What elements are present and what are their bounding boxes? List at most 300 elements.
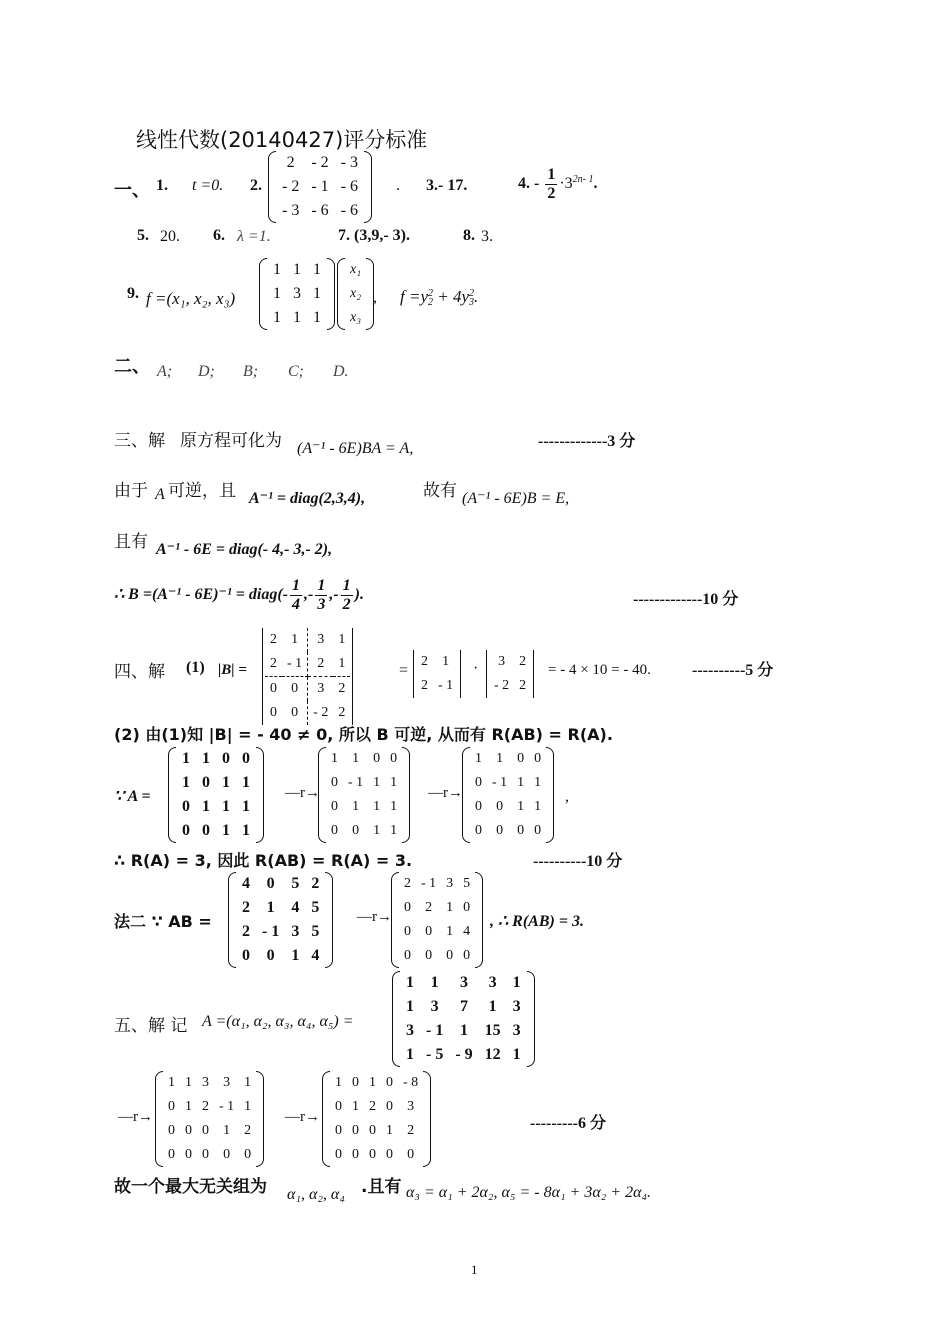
part4-alt-label: 法二 ∵ AB = <box>114 912 212 931</box>
p5-A-matrix-cell: 7 <box>459 998 468 1015</box>
A-matrix-cell: 1 <box>222 774 230 791</box>
AB-matrix-cell: 5 <box>291 875 300 892</box>
p5-step1-cell: 1 <box>244 1099 252 1114</box>
AB-step-cell: 5 <box>463 876 471 891</box>
A-step1-cell: 1 <box>373 799 381 814</box>
q2-matrix-cell: 2 <box>286 154 295 171</box>
q2-matrix-row <box>276 175 364 199</box>
p5-step2-cell: 0 <box>352 1147 359 1162</box>
part2-answer-3: B; <box>243 363 259 380</box>
p5-step1-row <box>163 1119 256 1143</box>
AB-step-cell: 0 <box>425 948 433 963</box>
page-number: 1 <box>471 1262 478 1277</box>
block-determinant-cell: 1 <box>333 652 350 677</box>
A-step2-cell: 1 <box>534 775 542 790</box>
det-a-cell: 1 <box>442 654 450 669</box>
A-step1-cell: 1 <box>373 775 381 790</box>
AB-step-cell: 0 <box>463 900 471 915</box>
p5-A-matrix-cell: - 9 <box>455 1046 473 1063</box>
p5-A-matrix-row <box>400 971 527 995</box>
A-step2-cell: - 1 <box>492 775 508 790</box>
q9-vector-row <box>345 306 366 330</box>
part3-score-2: -------------10 分 <box>633 591 739 608</box>
q9-vector-row <box>345 282 366 306</box>
part4-alt-conclusion: , ∴ R(AB) = 3. <box>490 913 584 930</box>
p5-step1-cell: 0 <box>168 1123 175 1138</box>
block-determinant-cell: 3 <box>317 632 325 647</box>
A-step1-cell: 0 <box>390 751 398 766</box>
q2-matrix-cell: - 1 <box>311 178 329 195</box>
A-step1-cell: 1 <box>390 775 398 790</box>
part5-conclusion-basis: α₁, α₂, α₄ <box>287 1186 345 1203</box>
q9-vector-cell: x₂ <box>350 286 362 301</box>
A-step1-cell: 1 <box>352 751 360 766</box>
part5-A-matrix <box>392 971 535 1067</box>
A-matrix-cell: 1 <box>202 750 210 767</box>
A-step1-cell: 1 <box>390 823 398 838</box>
A-matrix-cell: 0 <box>222 750 230 767</box>
q2-matrix-cell: - 2 <box>282 178 300 195</box>
p5-step2-cell: 0 <box>335 1147 342 1162</box>
p5-step1-cell: 1 <box>223 1123 231 1138</box>
q2-matrix-cell: - 6 <box>311 202 329 219</box>
q9-matrix-cell: 1 <box>313 285 321 302</box>
p5-step2-row <box>330 1143 423 1167</box>
det-a-row <box>416 674 458 698</box>
AB-matrix-cell: 1 <box>291 947 300 964</box>
block-determinant-cell: 1 <box>338 632 346 647</box>
A-step1-cell: 0 <box>331 823 338 838</box>
p5-A-matrix-cell: 1 <box>488 998 497 1015</box>
part4-block-determinant <box>260 628 355 725</box>
part5-conclusion-text2: .且有 <box>361 1177 402 1197</box>
A-step2-cell: 0 <box>475 823 482 838</box>
p5-A-matrix-cell: 3 <box>488 974 497 991</box>
q9-standard-form: f =y 2 2 + 4y 2 3 . <box>400 287 479 309</box>
q2-matrix-cell: - 3 <box>340 154 358 171</box>
p5-step2-cell: 0 <box>369 1147 376 1162</box>
AB-matrix-row <box>236 872 325 896</box>
AB-matrix-cell: 2 <box>311 875 320 892</box>
AB-step-cell: 2 <box>404 876 411 891</box>
A-matrix-cell: 0 <box>182 798 190 815</box>
q8-number: 8. <box>463 227 475 244</box>
A-matrix-cell: 1 <box>182 750 190 767</box>
q7-answer: 7. (3,9,- 3). <box>338 227 410 244</box>
q6-number: 6. <box>213 227 225 244</box>
part5-score: ---------6 分 <box>530 1115 606 1132</box>
AB-matrix-row <box>236 920 325 944</box>
det-b-cell: 3 <box>498 654 506 669</box>
AB-step-cell: 2 <box>425 900 433 915</box>
AB-matrix-cell: 1 <box>266 899 275 916</box>
p5-step2-cell: 3 <box>407 1099 415 1114</box>
AB-matrix-cell: 4 <box>311 947 320 964</box>
part4-arrow-3: —r→ <box>357 909 392 925</box>
det-a-cell: - 1 <box>438 678 454 693</box>
AB-matrix-cell: 0 <box>242 947 250 964</box>
block-determinant-cell: - 1 <box>282 652 308 677</box>
AB-step-row <box>399 896 475 920</box>
part4-A-matrix <box>168 747 264 843</box>
block-determinant-cell: 0 <box>270 681 277 696</box>
part4-label: 四、解 <box>114 662 165 682</box>
A-matrix-row <box>176 771 256 795</box>
A-matrix-cell: 1 <box>242 774 250 791</box>
A-matrix-cell: 1 <box>242 822 250 839</box>
A-matrix-row <box>176 747 256 771</box>
part5-arrow-2: —r→ <box>285 1109 320 1125</box>
p5-A-matrix-cell: - 5 <box>426 1046 444 1063</box>
part3-line2-matrix-a: A <box>155 486 165 503</box>
AB-matrix-cell: 2 <box>242 923 250 940</box>
part3-line2-text3: 故有 <box>423 481 457 501</box>
p5-step2-cell: 1 <box>352 1099 359 1114</box>
q5-number: 5. <box>137 227 149 244</box>
page-title: 线性代数(20140427)评分标准 <box>136 128 428 152</box>
part4-det-a <box>411 650 463 698</box>
AB-matrix-cell: 5 <box>311 923 320 940</box>
A-step2-cell: 1 <box>517 799 525 814</box>
part5-arrow-1: —r→ <box>118 1109 153 1125</box>
p5-step1-cell: 0 <box>244 1147 252 1162</box>
A-step1-cell: 1 <box>373 823 381 838</box>
p5-step1-cell: 1 <box>185 1075 192 1090</box>
p5-step1-cell: 0 <box>202 1123 209 1138</box>
q2-matrix-row <box>276 199 364 223</box>
p5-step1-cell: 1 <box>168 1075 175 1090</box>
part5-conclusion-equation: α₃ = α₁ + 2α₂, α₅ = - 8α₁ + 3α₂ + 2α₄. <box>406 1184 652 1201</box>
p5-A-matrix-cell: 3 <box>406 1022 414 1039</box>
q9-comma: , <box>373 289 377 306</box>
q9-matrix-row <box>267 258 327 282</box>
block-determinant-cell: 2 <box>265 652 282 677</box>
p5-A-matrix-cell: 12 <box>484 1046 501 1063</box>
p5-step1-cell: 0 <box>168 1099 175 1114</box>
p5-A-matrix-cell: 3 <box>512 1022 521 1039</box>
q2-matrix-row <box>276 151 364 175</box>
part4-q1-number: (1) <box>186 659 205 676</box>
AB-matrix-cell: 4 <box>291 899 300 916</box>
A-step2-row <box>470 747 546 771</box>
part4-det-lhs: |B| = <box>218 662 247 678</box>
AB-step-cell: 0 <box>463 948 471 963</box>
det-b-row <box>489 650 531 674</box>
AB-step-cell: 1 <box>446 900 454 915</box>
q4-answer: 4. - $\frac{1}{2}$ $\cdot 3^{2n- 1}$. <box>518 166 598 202</box>
q3-answer: 3.- 17. <box>426 177 468 194</box>
block-determinant-cell: 2 <box>308 652 334 677</box>
block-determinant-cell: 2 <box>338 681 346 696</box>
A-step1-row <box>326 795 402 819</box>
A-matrix-cell: 1 <box>222 822 230 839</box>
q2-matrix-cell: - 2 <box>311 154 329 171</box>
part1-label: 一、 <box>114 180 150 201</box>
part2-answer-2: D; <box>198 363 215 380</box>
p5-step2-cell: 0 <box>369 1123 376 1138</box>
AB-matrix-cell: 0 <box>266 875 275 892</box>
A-step2-cell: 0 <box>475 775 482 790</box>
q9-vector-row <box>345 258 366 282</box>
q9-vector-cell: x₁ <box>350 262 362 277</box>
p5-step1-cell: 0 <box>168 1147 175 1162</box>
AB-matrix-cell: 5 <box>311 899 320 916</box>
block-determinant-cell: - 2 <box>313 705 329 720</box>
A-step1-cell: 1 <box>390 799 398 814</box>
p5-step2-cell: 0 <box>335 1123 342 1138</box>
part4-det-b <box>484 650 536 698</box>
p5-A-matrix-cell: 1 <box>459 1022 468 1039</box>
part2-answer-4: C; <box>288 363 304 380</box>
p5-step1-cell: 0 <box>185 1147 192 1162</box>
p5-A-matrix-cell: 3 <box>512 998 521 1015</box>
q9-matrix-cell: 1 <box>273 261 281 278</box>
A-matrix-row <box>176 795 256 819</box>
AB-matrix-row <box>236 944 325 968</box>
part2-answer-1: A; <box>157 363 173 380</box>
p5-A-matrix-cell: 3 <box>459 974 468 991</box>
p5-step1-row <box>163 1095 256 1119</box>
p5-A-matrix-cell: 1 <box>406 1046 414 1063</box>
AB-matrix-cell: 0 <box>266 947 275 964</box>
part5-step2 <box>322 1071 431 1167</box>
part4-q2-text: (2) 由(1)知 |B| = - 40 ≠ 0, 所以 B 可逆, 从而有 R(AB) = R(A). <box>114 725 613 744</box>
A-step2-cell: 0 <box>534 751 542 766</box>
part3-line4-equation: ∴ B =(A⁻¹ - 6E)⁻¹ = diag(- $\frac{1}{4}$ ,- $\frac{1}{3}$ ,- $\frac{1}{2}$ ). <box>114 577 364 613</box>
AB-step-cell: - 1 <box>421 876 437 891</box>
part3-line3-equation: A⁻¹ - 6E = diag(- 4,- 3,- 2), <box>156 541 333 558</box>
q8-answer: 3. <box>481 228 493 245</box>
AB-matrix-cell: 2 <box>242 899 250 916</box>
p5-A-matrix-row <box>400 1019 527 1043</box>
q9-matrix-cell: 1 <box>293 261 301 278</box>
p5-step2-row <box>330 1071 423 1095</box>
block-determinant-cell: 2 <box>270 632 277 647</box>
p5-A-matrix-cell: 1 <box>406 974 414 991</box>
p5-step2-cell: 0 <box>386 1147 393 1162</box>
p5-step2-cell: 0 <box>407 1147 415 1162</box>
block-determinant-cell: 0 <box>282 701 308 725</box>
q6-answer: λ =1. <box>237 228 271 245</box>
det-a-cell: 2 <box>421 678 428 693</box>
A-step2-cell: 1 <box>496 751 504 766</box>
p5-A-matrix-row <box>400 1043 527 1067</box>
A-step1-cell: 1 <box>331 751 338 766</box>
p5-step1-cell: 2 <box>244 1123 252 1138</box>
p5-step2-cell: 2 <box>369 1099 376 1114</box>
part4-AB-matrix <box>228 872 333 968</box>
AB-matrix-cell: 3 <box>291 923 300 940</box>
p5-step1-cell: 3 <box>202 1075 209 1090</box>
A-step1-cell: - 1 <box>348 775 364 790</box>
p5-A-matrix-row <box>400 995 527 1019</box>
A-step1-cell: 0 <box>331 799 338 814</box>
p5-step1-row <box>163 1143 256 1167</box>
part2-label: 二、 <box>114 356 150 377</box>
part3-line2-equation2: (A⁻¹ - 6E)B = E, <box>462 490 570 507</box>
q2-matrix-cell: - 6 <box>340 202 358 219</box>
p5-step2-cell: 1 <box>369 1075 376 1090</box>
A-step2-row <box>470 771 546 795</box>
block-determinant-row <box>265 628 350 652</box>
q9-matrix-cell: 1 <box>273 285 281 302</box>
AB-matrix-row <box>236 896 325 920</box>
AB-step-cell: 0 <box>404 924 411 939</box>
q9-matrix-cell: 1 <box>313 309 321 326</box>
q9-matrix-cell: 1 <box>313 261 321 278</box>
block-determinant-cell: 2 <box>338 705 346 720</box>
p5-step2-cell: 1 <box>335 1075 342 1090</box>
q9-matrix-cell: 3 <box>293 285 301 302</box>
p5-step2-cell: 0 <box>352 1123 359 1138</box>
q9-matrix <box>259 258 335 330</box>
block-determinant-row <box>265 652 350 677</box>
part4-A-lhs: ∵ A = <box>114 788 151 805</box>
A-matrix-cell: 1 <box>202 798 210 815</box>
part4-A-step1 <box>318 747 410 843</box>
A-step2-cell: 1 <box>517 775 525 790</box>
A-matrix-cell: 1 <box>222 798 230 815</box>
q9-vector <box>337 258 374 330</box>
p5-A-matrix-cell: - 1 <box>426 1022 444 1039</box>
p5-A-matrix-cell: 1 <box>430 974 439 991</box>
AB-step-row <box>399 920 475 944</box>
part3-line2-text1: 由于 <box>114 481 148 501</box>
p5-step1-row <box>163 1071 256 1095</box>
AB-step-cell: 0 <box>446 948 454 963</box>
A-step1-cell: 0 <box>352 823 360 838</box>
det-a-cell: 2 <box>421 654 428 669</box>
A-step2-cell: 0 <box>496 799 504 814</box>
p5-step1-cell: 1 <box>244 1075 252 1090</box>
q1-number: 1. <box>156 177 168 194</box>
q9-quadratic-form: f =(x₁, x₂, x₃) <box>146 289 236 308</box>
A-step2-cell: 0 <box>534 823 542 838</box>
A-step1-row <box>326 819 402 843</box>
p5-step2-cell: 0 <box>386 1075 393 1090</box>
q2-end: . <box>396 177 400 194</box>
part3-line3-text: 且有 <box>114 532 148 552</box>
det-a-row <box>416 650 458 674</box>
q9-matrix-row <box>267 306 327 330</box>
p5-step1-cell: - 1 <box>219 1099 235 1114</box>
block-determinant-cell: 0 <box>270 705 277 720</box>
q9-vector-cell: x₃ <box>350 310 362 325</box>
det-b-row <box>489 674 531 698</box>
q9-matrix-cell: 1 <box>293 309 301 326</box>
part3-score-1: -------------3 分 <box>538 433 636 450</box>
A-step2-cell: 1 <box>534 799 542 814</box>
AB-step-row <box>399 944 475 968</box>
q9-number: 9. <box>127 285 139 302</box>
A-matrix-cell: 0 <box>202 822 210 839</box>
part4-arrow-2: —r→ <box>428 785 463 801</box>
block-determinant-cell: 0 <box>282 677 308 702</box>
p5-A-matrix-cell: 1 <box>512 974 521 991</box>
part5-lhs: A =(α₁, α₂, α₃, α₄, α₅) = <box>202 1013 354 1030</box>
p5-step2-cell: 1 <box>386 1123 393 1138</box>
part5-step1 <box>155 1071 264 1167</box>
A-step2-cell: 0 <box>496 823 504 838</box>
block-determinant-cell: 1 <box>282 628 308 652</box>
p5-step2-cell: 0 <box>335 1099 342 1114</box>
part2-answer-5: D. <box>333 363 349 380</box>
q9-matrix-cell: 1 <box>273 309 281 326</box>
part3-line1-equation: (A⁻¹ - 6E)BA = A, <box>297 440 414 457</box>
A-matrix-cell: 1 <box>182 774 190 791</box>
part4-equals: = <box>399 662 409 679</box>
A-step2-cell: 0 <box>517 823 525 838</box>
AB-step-cell: 0 <box>404 900 411 915</box>
A-step1-row <box>326 771 402 795</box>
A-step2-row <box>470 795 546 819</box>
A-step1-cell: 0 <box>331 775 338 790</box>
A-matrix-cell: 1 <box>242 798 250 815</box>
AB-step-cell: 1 <box>446 924 454 939</box>
p5-step2-row <box>330 1119 423 1143</box>
p5-A-matrix-cell: 1 <box>512 1046 521 1063</box>
part4-A-end: , <box>565 788 569 805</box>
part5-conclusion-text1: 故一个最大无关组为 <box>114 1177 267 1197</box>
q9-matrix-row <box>267 282 327 306</box>
part4-rank-text: ∴ R(A) = 3, 因此 R(AB) = R(A) = 3. <box>114 851 413 870</box>
p5-step1-cell: 0 <box>185 1123 192 1138</box>
A-step2-cell: 0 <box>475 799 482 814</box>
A-step1-row <box>326 747 402 771</box>
A-step2-cell: 0 <box>517 751 525 766</box>
part4-score-1: ----------5 分 <box>692 662 774 679</box>
AB-matrix-cell: 4 <box>242 875 250 892</box>
part3-line1-text: 原方程可化为 <box>180 431 282 451</box>
p5-step2-cell: 0 <box>352 1075 359 1090</box>
p5-step1-cell: 3 <box>223 1075 231 1090</box>
part4-A-step2 <box>462 747 554 843</box>
part4-dot: · <box>473 660 479 677</box>
p5-step2-row <box>330 1095 423 1119</box>
part4-AB-step <box>391 872 483 968</box>
p5-step1-cell: 0 <box>202 1147 209 1162</box>
p5-A-matrix-cell: 3 <box>430 998 439 1015</box>
part3-line2-text2: 可逆，且 <box>168 481 236 501</box>
A-matrix-cell: 0 <box>202 774 210 791</box>
A-step1-cell: 1 <box>352 799 360 814</box>
block-determinant-row <box>265 677 350 702</box>
part4-score-2: ----------10 分 <box>533 853 623 870</box>
part4-det-result: = - 4 × 10 = - 40. <box>548 662 651 678</box>
q1-answer: t =0. <box>192 177 224 194</box>
det-b-cell: 2 <box>519 678 527 693</box>
p5-A-matrix-cell: 15 <box>484 1022 501 1039</box>
A-matrix-row <box>176 819 256 843</box>
q2-matrix-cell: - 3 <box>282 202 300 219</box>
AB-matrix-cell: - 1 <box>262 923 280 940</box>
p5-step2-cell: - 8 <box>403 1075 419 1090</box>
p5-step1-cell: 1 <box>185 1099 192 1114</box>
A-matrix-cell: 0 <box>242 750 250 767</box>
det-b-cell: - 2 <box>494 678 510 693</box>
part3-line2-equation1: A⁻¹ = diag(2,3,4), <box>249 490 366 507</box>
p5-A-matrix-cell: 1 <box>406 998 414 1015</box>
A-step2-cell: 1 <box>475 751 482 766</box>
block-determinant-cell: 3 <box>317 681 325 696</box>
part3-label: 三、解 <box>114 431 165 451</box>
AB-step-row <box>399 872 475 896</box>
AB-step-cell: 0 <box>404 948 411 963</box>
AB-step-cell: 4 <box>463 924 471 939</box>
AB-step-cell: 0 <box>425 924 433 939</box>
AB-step-cell: 3 <box>446 876 454 891</box>
part4-arrow-1: —r→ <box>285 785 320 801</box>
